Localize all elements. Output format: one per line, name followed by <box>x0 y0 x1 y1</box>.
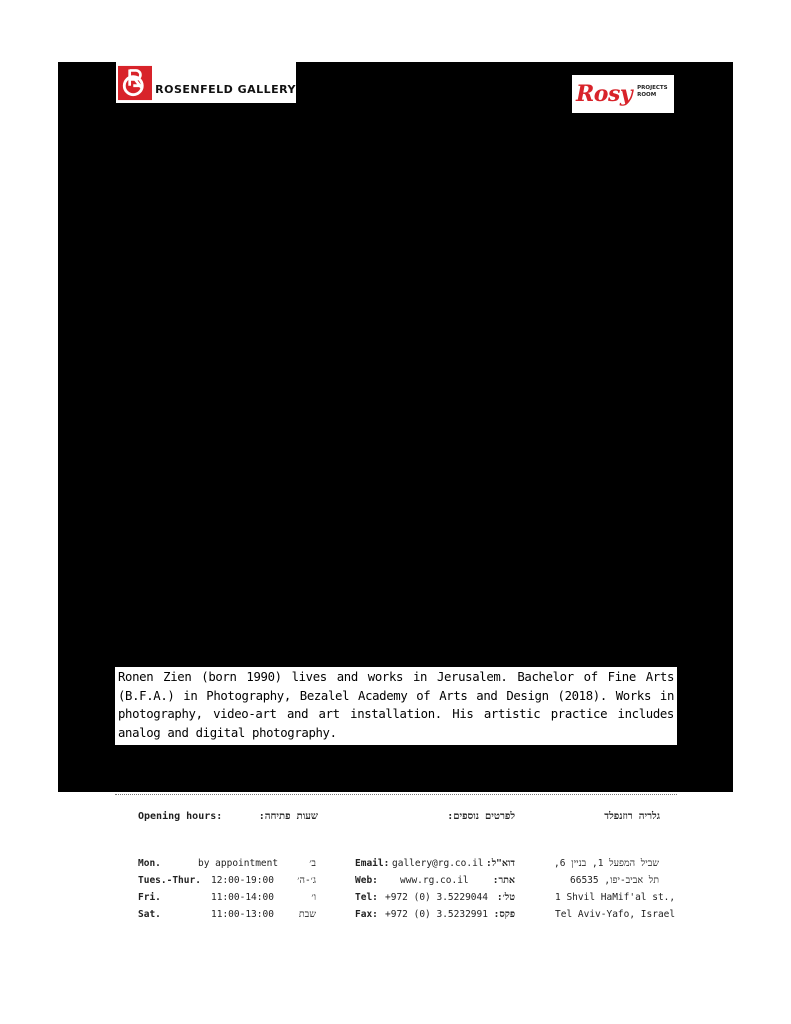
contact-web-link[interactable]: www.rg.co.il <box>400 875 469 886</box>
hours-day-he: שבת <box>298 909 316 920</box>
gallery-name: ROSENFELD GALLERY <box>155 83 296 96</box>
rosy-projects-room-logo <box>572 75 674 113</box>
hours-day-en: Mon. <box>138 858 161 869</box>
contact-label-he: פקס: <box>493 909 515 920</box>
opening-hours-label-he: שעות פתיחה: <box>258 811 318 822</box>
hours-time: by appointment <box>198 858 279 869</box>
contact-row <box>355 892 515 906</box>
hours-day-en: Sat. <box>138 909 161 920</box>
address-line: 1 Shvil HaMif'al st., <box>555 892 676 903</box>
footer-divider <box>115 794 677 795</box>
hours-row <box>138 858 318 872</box>
contact-label-he: אתר: <box>492 875 515 886</box>
contact-label-he: טל׳: <box>496 892 515 903</box>
contact-label-en: Fax: <box>355 909 378 920</box>
address-line: Tel Aviv-Yafo, Israel <box>555 909 676 920</box>
address-line: שביל המפעל 1, בניין 6, <box>553 858 659 869</box>
contact-tel: +972 (0) 3.5229044 <box>385 892 488 903</box>
contact-label-he: דוא"ל: <box>486 858 515 869</box>
contact-label-en: Email: <box>355 858 390 869</box>
contact-email-link[interactable]: gallery@rg.co.il <box>392 858 484 869</box>
hours-day-he: ב׳ <box>309 858 316 869</box>
hours-day-en: Tues.-Thur. <box>138 875 201 886</box>
hours-row <box>138 892 318 906</box>
rosy-sub-line1: PROJECTS <box>637 85 668 91</box>
rg-monogram-icon <box>118 64 152 102</box>
contact-label-en: Web: <box>355 875 378 886</box>
rosy-sub-line2: ROOM <box>637 92 657 98</box>
contact-fax: +972 (0) 3.5232991 <box>385 909 488 920</box>
contact-row <box>355 909 515 923</box>
hours-time: 11:00-14:00 <box>211 892 274 903</box>
rosy-subtitle <box>637 85 668 99</box>
artist-bio-text: Ronen Zien (born 1990) lives and works in Jerusalem. Bachelor of Fine Arts (B.F.A.) in Photography, Bezalel Academy of Arts and Design (2018). Works in photography, video-art and art installation. His artistic practice includes analog and digital photography. <box>118 670 674 740</box>
hours-time: 11:00-13:00 <box>211 909 274 920</box>
hours-day-he: ג׳-ה׳ <box>297 875 316 886</box>
address-line: תל אביב-יפו, 66535 <box>570 875 659 886</box>
contact-label-en: Tel: <box>355 892 378 903</box>
contact-row <box>355 875 515 889</box>
rosy-wordmark: Rosy <box>576 81 633 107</box>
opening-hours-label: Opening hours: <box>138 811 223 822</box>
gallery-name-he: גלריה רוזנפלד <box>604 811 660 822</box>
hours-row <box>138 875 318 889</box>
hours-day-en: Fri. <box>138 892 161 903</box>
hours-day-he: ו׳ <box>311 892 316 903</box>
contact-row <box>355 858 515 872</box>
hours-time: 12:00-19:00 <box>211 875 274 886</box>
hours-row <box>138 909 318 923</box>
rosenfeld-gallery-logo <box>116 62 296 103</box>
more-details-label-he: לפרטים נוספים: <box>447 811 515 822</box>
artist-bio-box <box>115 667 677 745</box>
